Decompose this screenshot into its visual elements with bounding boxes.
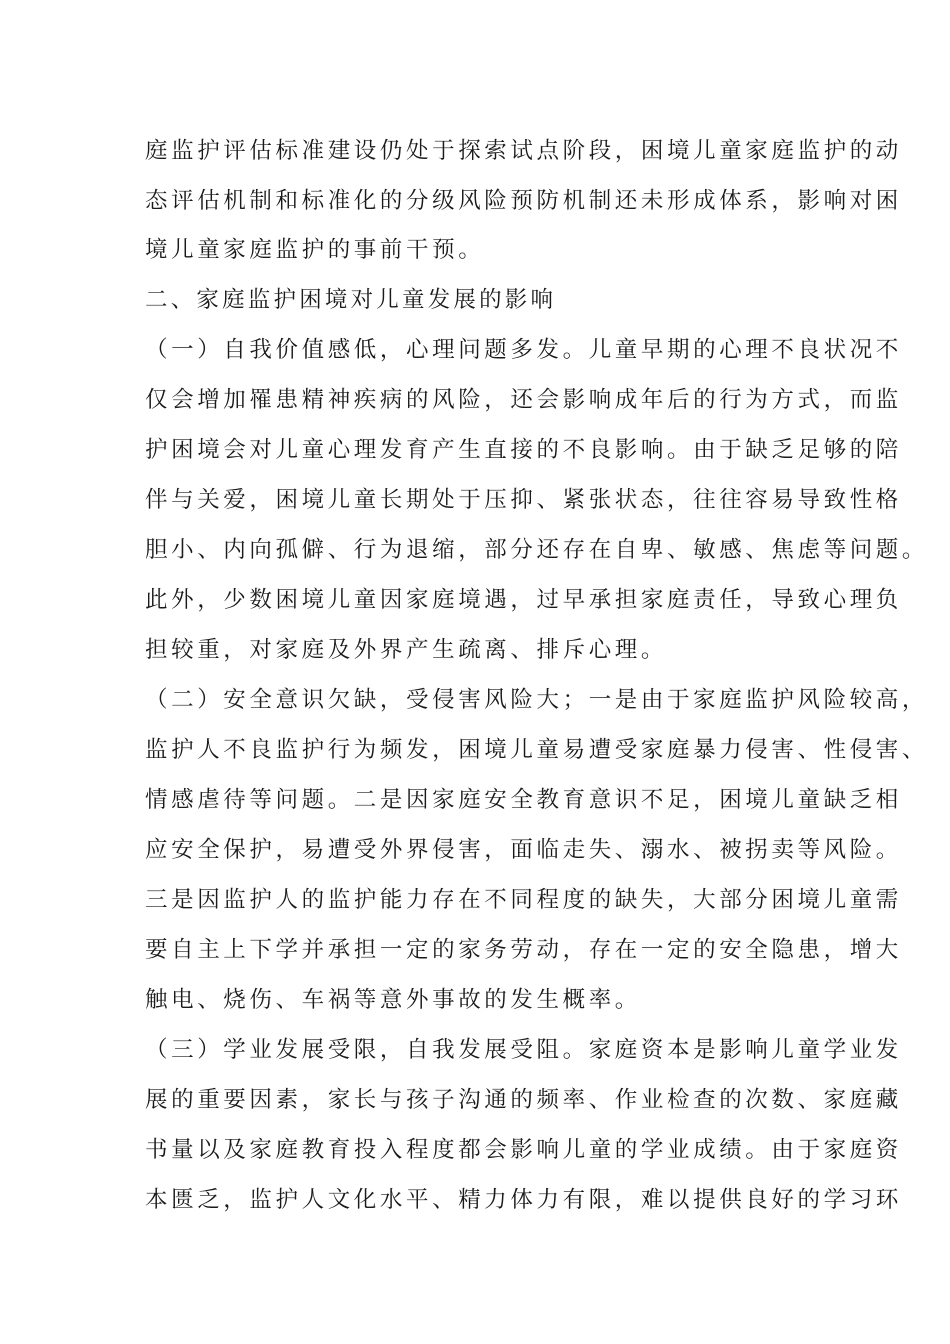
text-line: 仅会增加罹患精神疾病的风险，还会影响成年后的行为方式，而监	[145, 387, 902, 413]
text-line: 态评估机制和标准化的分级风险预防机制还未形成体系，影响对困	[145, 188, 902, 214]
text-line: 担较重，对家庭及外界产生疏离、排斥心理。	[145, 637, 668, 663]
text-line: 护困境会对儿童心理发育产生直接的不良影响。由于缺乏足够的陪	[145, 437, 902, 463]
text-line: 情感虐待等问题。二是因家庭安全教育意识不足，困境儿童缺乏相	[145, 787, 902, 813]
text-line: 监护人不良监护行为频发，困境儿童易遭受家庭暴力侵害、性侵害、	[145, 737, 929, 763]
text-line: 此外，少数困境儿童因家庭境遇，过早承担家庭责任，导致心理负	[145, 587, 902, 613]
text-line: （二）安全意识欠缺，受侵害风险大；一是由于家庭监护风险较高，	[145, 687, 929, 713]
text-line: 三是因监护人的监护能力存在不同程度的缺失，大部分困境儿童需	[145, 887, 902, 913]
section-heading: 二、家庭监护困境对儿童发展的影响	[145, 287, 557, 313]
text-line: 境儿童家庭监护的事前干预。	[145, 237, 485, 263]
text-line: 胆小、内向孤僻、行为退缩，部分还存在自卑、敏感、焦虑等问题。	[145, 537, 929, 563]
text-line: 本匮乏，监护人文化水平、精力体力有限，难以提供良好的学习环	[145, 1187, 902, 1213]
text-line: 触电、烧伤、车祸等意外事故的发生概率。	[145, 987, 641, 1013]
text-line: 要自主上下学并承担一定的家务劳动，存在一定的安全隐患，增大	[145, 937, 902, 963]
text-line: 伴与关爱，困境儿童长期处于压抑、紧张状态，往往容易导致性格	[145, 487, 902, 513]
text-line: 展的重要因素，家长与孩子沟通的频率、作业检查的次数、家庭藏	[145, 1087, 902, 1113]
text-line: 书量以及家庭教育投入程度都会影响儿童的学业成绩。由于家庭资	[145, 1137, 902, 1163]
text-line: （三）学业发展受限，自我发展受阻。家庭资本是影响儿童学业发	[145, 1037, 902, 1063]
text-line: 庭监护评估标准建设仍处于探索试点阶段，困境儿童家庭监护的动	[145, 138, 902, 164]
text-line: 应安全保护，易遭受外界侵害，面临走失、溺水、被拐卖等风险。	[145, 837, 902, 863]
text-line: （一）自我价值感低，心理问题多发。儿童早期的心理不良状况不	[145, 337, 902, 363]
